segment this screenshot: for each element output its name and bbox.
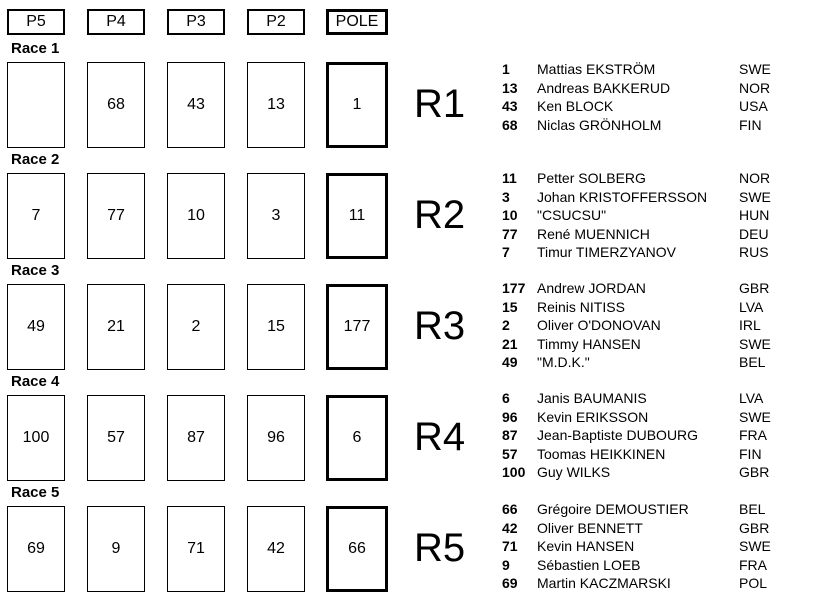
nationality: BEL	[739, 354, 766, 370]
driver-name: Oliver BENNETT	[537, 519, 643, 536]
car-number: 6	[502, 390, 510, 406]
nationality: HUN	[739, 207, 770, 223]
grid-position-box	[7, 62, 65, 148]
nationality: SWE	[739, 61, 771, 77]
grid-position-box: 15	[247, 284, 305, 370]
driver-name: Guy WILKS	[537, 464, 611, 480]
driver-name: Kevin HANSEN	[537, 538, 635, 554]
car-number: 66	[502, 501, 518, 517]
nationality: FIN	[739, 445, 762, 462]
driver-name: Timur TIMERZYANOV	[537, 244, 676, 260]
pole-position-box: 177	[326, 284, 388, 370]
race-short-label: R3	[414, 304, 466, 348]
grid-position-box: 2	[167, 284, 225, 370]
grid-position-box: 96	[247, 395, 305, 481]
car-number: 3	[502, 188, 510, 205]
driver-name: Reinis NITISS	[537, 298, 625, 315]
nationality: FIN	[739, 116, 762, 133]
car-number: 57	[502, 445, 518, 462]
race-label: Race 4	[11, 373, 60, 390]
nationality: GBR	[739, 280, 770, 296]
grid-position-box: 9	[87, 506, 145, 592]
car-number: 100	[502, 464, 526, 480]
driver-name: Ken BLOCK	[537, 98, 614, 114]
nationality: GBR	[739, 464, 770, 480]
grid-position-box: 49	[7, 284, 65, 370]
grid-position-box: 43	[167, 62, 225, 148]
driver-name: René MUENNICH	[537, 225, 650, 242]
grid-header-pole: POLE	[326, 9, 388, 35]
car-number: 21	[502, 335, 518, 352]
car-number: 15	[502, 298, 518, 315]
nationality: RUS	[739, 244, 769, 260]
driver-name: Niclas GRÖNHOLM	[537, 116, 662, 133]
nationality: GBR	[739, 519, 770, 536]
pole-position-box: 66	[326, 506, 388, 592]
nationality: SWE	[739, 408, 771, 425]
driver-name: Jean-Baptiste DUBOURG	[537, 427, 699, 443]
driver-name: Johan KRISTOFFERSSON	[537, 188, 708, 205]
grid-position-box: 87	[167, 395, 225, 481]
car-number: 2	[502, 317, 510, 333]
car-number: 77	[502, 225, 518, 242]
race-short-label: R2	[414, 193, 466, 237]
race-short-label: R1	[414, 82, 466, 126]
car-number: 11	[502, 170, 517, 186]
car-number: 13	[502, 79, 518, 96]
driver-name: Martin KACZMARSKI	[537, 575, 671, 591]
car-number: 42	[502, 519, 518, 536]
nationality: FRA	[739, 427, 767, 443]
grid-position-box: 69	[7, 506, 65, 592]
race-label: Race 3	[11, 262, 60, 279]
grid-header-p3: P3	[167, 9, 225, 35]
pole-position-box: 11	[326, 173, 388, 259]
grid-position-box: 77	[87, 173, 145, 259]
car-number: 87	[502, 427, 518, 443]
grid-position-box: 3	[247, 173, 305, 259]
grid-position-box: 57	[87, 395, 145, 481]
grid-position-box: 68	[87, 62, 145, 148]
car-number: 7	[502, 244, 510, 260]
pole-position-box: 6	[326, 395, 388, 481]
nationality: SWE	[739, 188, 771, 205]
nationality: LVA	[739, 390, 764, 406]
driver-name: Toomas HEIKKINEN	[537, 445, 666, 462]
driver-name: "CSUCSU"	[537, 207, 607, 223]
nationality: USA	[739, 98, 768, 114]
race-short-label: R4	[414, 415, 466, 459]
nationality: NOR	[739, 79, 771, 96]
grid-header-p2: P2	[247, 9, 305, 35]
nationality: IRL	[739, 317, 761, 333]
car-number: 68	[502, 116, 518, 133]
nationality: SWE	[739, 335, 771, 352]
grid-position-box: 21	[87, 284, 145, 370]
grid-position-box: 10	[167, 173, 225, 259]
driver-name: Janis BAUMANIS	[537, 390, 647, 406]
car-number: 9	[502, 556, 510, 573]
grid-header-p5: P5	[7, 9, 65, 35]
grid-position-box: 71	[167, 506, 225, 592]
car-number: 43	[502, 98, 518, 114]
driver-name: Oliver O'DONOVAN	[537, 317, 661, 333]
grid-header-p4: P4	[87, 9, 145, 35]
race-short-label: R5	[414, 526, 466, 570]
driver-name: Mattias EKSTRÖM	[537, 61, 656, 77]
driver-name: Kevin ERIKSSON	[537, 408, 649, 425]
nationality: NOR	[739, 170, 771, 186]
nationality: SWE	[739, 538, 771, 554]
grid-position-box: 42	[247, 506, 305, 592]
car-number: 96	[502, 408, 518, 425]
pole-position-box: 1	[326, 62, 388, 148]
driver-name: "M.D.K."	[537, 354, 590, 370]
race-label: Race 2	[11, 151, 60, 168]
car-number: 10	[502, 207, 518, 223]
nationality: LVA	[739, 298, 764, 315]
nationality: BEL	[739, 501, 766, 517]
car-number: 49	[502, 354, 518, 370]
car-number: 71	[502, 538, 518, 554]
grid-position-box: 13	[247, 62, 305, 148]
nationality: FRA	[739, 556, 767, 573]
race-label: Race 1	[11, 40, 60, 57]
car-number: 177	[502, 280, 526, 296]
grid-position-box: 7	[7, 173, 65, 259]
driver-name: Timmy HANSEN	[537, 335, 641, 352]
nationality: DEU	[739, 225, 769, 242]
grid-position-box: 100	[7, 395, 65, 481]
driver-name: Petter SOLBERG	[537, 170, 646, 186]
car-number: 69	[502, 575, 518, 591]
car-number: 1	[502, 61, 510, 77]
driver-name: Andrew JORDAN	[537, 280, 646, 296]
driver-name: Sébastien LOEB	[537, 556, 641, 573]
race-label: Race 5	[11, 484, 60, 501]
nationality: POL	[739, 575, 768, 591]
driver-name: Andreas BAKKERUD	[537, 79, 671, 96]
driver-name: Grégoire DEMOUSTIER	[537, 501, 689, 517]
